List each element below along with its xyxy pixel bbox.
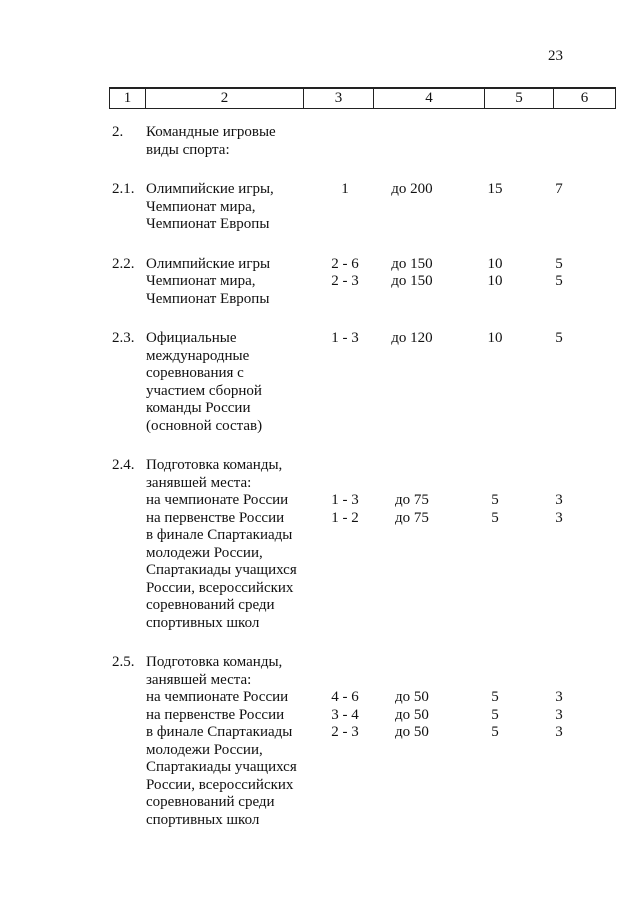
column-5-value: 5 xyxy=(491,689,499,705)
row-label-line: Чемпионат мира, xyxy=(146,198,256,215)
row-label xyxy=(146,124,306,159)
row-label-line: виды спорта: xyxy=(146,141,230,158)
row-label-line: Подготовка команды, xyxy=(146,654,283,670)
section-number: 2.1. xyxy=(112,181,135,197)
row-label-line: в финале Спартакиады xyxy=(146,527,293,543)
table-row xyxy=(0,330,640,435)
table-row xyxy=(0,492,640,510)
table-row xyxy=(0,273,640,308)
row-label-line: на первенстве России xyxy=(146,706,285,723)
column-4-value: до 120 xyxy=(391,330,433,346)
row-label-line: Спартакиады учащихся xyxy=(146,562,297,578)
row-label-line: Чемпионат мира, xyxy=(146,273,256,289)
column-header-row xyxy=(110,88,616,109)
table-row xyxy=(0,724,640,829)
row-label xyxy=(146,707,306,725)
column-4-value: до 50 xyxy=(395,724,429,740)
row-label xyxy=(146,654,306,689)
row-label-line: молодежи России, xyxy=(146,741,263,758)
column-5-value: 5 xyxy=(491,492,499,508)
column-4-value: до 75 xyxy=(395,509,429,526)
section-number: 2.5. xyxy=(112,654,135,670)
row-label-line: спортивных школ xyxy=(146,811,260,828)
column-6-value: 3 xyxy=(555,724,563,740)
row-label-line: Официальные xyxy=(146,330,237,346)
column-6-value: 3 xyxy=(555,689,563,705)
table-row xyxy=(0,124,640,159)
column-4-value: до 150 xyxy=(391,255,433,272)
column-3-value: 3 - 4 xyxy=(331,706,359,723)
row-label-line: спортивных школ xyxy=(146,614,260,631)
column-5-value: 5 xyxy=(491,509,499,526)
column-6-value: 3 xyxy=(555,492,563,508)
row-label-line: (основной состав) xyxy=(146,417,263,434)
section-number: 2.2. xyxy=(112,255,135,272)
section-number: 2.4. xyxy=(112,457,135,473)
row-label-line: Чемпионат Европы xyxy=(146,290,270,307)
column-3-value: 1 - 2 xyxy=(331,509,359,526)
table-row xyxy=(0,707,640,725)
section xyxy=(0,330,640,435)
row-label xyxy=(146,256,306,274)
row-label xyxy=(146,273,306,308)
column-5-value: 10 xyxy=(487,255,503,272)
table-row xyxy=(0,181,640,234)
row-label xyxy=(146,330,306,435)
column-header-4: 4 xyxy=(374,88,485,109)
row-label xyxy=(146,527,306,632)
row-label-line: соревнований среди xyxy=(146,597,275,613)
table-body xyxy=(0,124,640,851)
row-label-line: участием сборной xyxy=(146,382,262,399)
column-4-value: до 200 xyxy=(391,181,433,197)
row-label-line: Спартакиады учащихся xyxy=(146,759,297,775)
column-4-value: до 75 xyxy=(395,492,429,508)
column-header-1: 1 xyxy=(110,88,146,109)
column-4-value: до 50 xyxy=(395,689,429,705)
column-6-value: 5 xyxy=(555,255,563,272)
column-5-value: 15 xyxy=(487,181,503,197)
row-label-line: Чемпионат Европы xyxy=(146,216,270,232)
row-label-line: Олимпийские игры xyxy=(146,255,271,272)
column-3-value: 2 - 6 xyxy=(331,255,359,272)
row-label-line: занявшей места: xyxy=(146,474,252,491)
row-label-line: международные xyxy=(146,347,250,364)
column-6-value: 5 xyxy=(555,273,563,289)
row-label-line: занявшей места: xyxy=(146,671,252,688)
table-row xyxy=(0,689,640,707)
column-3-value: 1 xyxy=(341,181,349,197)
section xyxy=(0,124,640,159)
section xyxy=(0,256,640,309)
section xyxy=(0,654,640,829)
row-label xyxy=(146,492,306,510)
row-label xyxy=(146,457,306,492)
column-3-value: 2 - 3 xyxy=(331,724,359,740)
table-row xyxy=(0,510,640,528)
column-3-value: 2 - 3 xyxy=(331,273,359,289)
section xyxy=(0,457,640,632)
column-5-value: 10 xyxy=(487,273,503,289)
row-label-line: Олимпийские игры, xyxy=(146,181,274,197)
column-header-2: 2 xyxy=(146,88,304,109)
row-label xyxy=(146,689,306,707)
row-label-line: молодежи России, xyxy=(146,544,263,561)
row-label-line: Подготовка команды, xyxy=(146,457,283,473)
row-label-line: в финале Спартакиады xyxy=(146,724,293,740)
column-5-value: 10 xyxy=(487,330,503,346)
table-row xyxy=(0,654,640,689)
row-label-line: команды России xyxy=(146,400,251,416)
column-4-value: до 50 xyxy=(395,706,429,723)
row-label-line: России, всероссийских xyxy=(146,776,294,793)
column-3-value: 1 - 3 xyxy=(331,492,359,508)
column-3-value: 1 - 3 xyxy=(331,330,359,346)
column-header-table xyxy=(109,87,616,109)
row-label-line: соревнования с xyxy=(146,365,244,381)
column-5-value: 5 xyxy=(491,724,499,740)
row-label-line: на первенстве России xyxy=(146,509,285,526)
row-label xyxy=(146,510,306,528)
table-row xyxy=(0,527,640,632)
column-header-6: 6 xyxy=(554,88,616,109)
page-number: 23 xyxy=(548,48,563,64)
row-label-line: Командные игровые xyxy=(146,124,276,140)
row-label xyxy=(146,724,306,829)
row-label-line: соревнований среди xyxy=(146,794,275,810)
column-header-5: 5 xyxy=(485,88,554,109)
column-4-value: до 150 xyxy=(391,273,433,289)
table-row xyxy=(0,256,640,274)
section-number: 2.3. xyxy=(112,330,135,346)
column-6-value: 3 xyxy=(555,509,563,526)
table-row xyxy=(0,457,640,492)
row-label xyxy=(146,181,306,234)
section xyxy=(0,181,640,234)
column-6-value: 3 xyxy=(555,706,563,723)
section-number: 2. xyxy=(112,124,124,140)
column-6-value: 5 xyxy=(555,330,563,346)
column-3-value: 4 - 6 xyxy=(331,689,359,705)
column-6-value: 7 xyxy=(555,181,563,197)
column-5-value: 5 xyxy=(491,706,499,723)
row-label-line: России, всероссийских xyxy=(146,579,294,596)
row-label-line: на чемпионате России xyxy=(146,689,289,705)
row-label-line: на чемпионате России xyxy=(146,492,289,508)
column-header-3: 3 xyxy=(304,88,374,109)
